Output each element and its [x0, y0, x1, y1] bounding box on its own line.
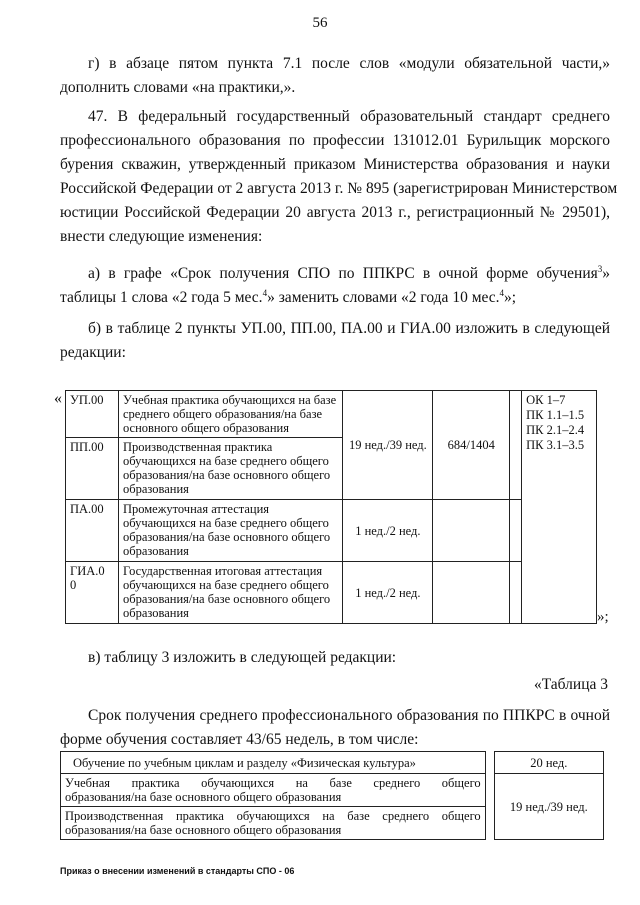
description-cell	[61, 774, 486, 807]
description-cell: Обучение по учебным циклам и разделу «Физическая культура»	[61, 752, 486, 774]
competency-item: ПК 2.1–2.4	[526, 423, 585, 437]
page-number: 56	[312, 15, 328, 31]
paragraph-line: Российской Федерации от 2 августа 2013 г. № 895 (зарегистрирован Министерством	[60, 180, 618, 197]
code-cell: ГИА.0 0	[66, 562, 119, 624]
paragraph-a	[60, 262, 610, 310]
description-cell: Учебная практика обучающихся на базе среднего общего образования/на базе основного общего образования	[118, 391, 343, 438]
text-segment: таблицы 1 слова «2 года 5 мес.	[60, 289, 263, 306]
table-row	[66, 391, 597, 438]
paragraph-line: внести следующие изменения:	[60, 228, 263, 245]
paragraph-g	[60, 52, 610, 100]
weeks-cell: 1 нед./2 нед.	[343, 500, 433, 562]
footnote-ref: 4	[262, 287, 268, 298]
paragraph-line: г) в абзаце пятом пункта 7.1 после слов «модули обязательной части,»	[88, 55, 610, 72]
hours-cell	[433, 562, 510, 624]
description-line: Учебная практика обучающихся на базе среднего общего	[65, 776, 481, 790]
paragraph-line	[60, 262, 610, 286]
paragraph-line: редакции:	[60, 344, 126, 361]
close-quote: »;	[597, 609, 609, 625]
spacer-cell	[485, 752, 494, 774]
paragraph-line: профессионального образования по профессии 131012.01 Бурильщик морского	[60, 132, 610, 149]
footer-note: Приказ о внесении изменений в стандарты СПО - 06	[60, 866, 295, 876]
competency-item: ПК 3.1–3.5	[526, 438, 585, 452]
code-cell: ПП.00	[66, 438, 119, 500]
competency-item: ОК 1–7	[526, 393, 566, 407]
value-cell: 20 нед.	[494, 752, 603, 774]
hours-cell	[433, 500, 510, 562]
table-row	[66, 562, 597, 624]
description-cell: Промежуточная аттестация обучающихся на базе среднего общего образования/на базе основного общего образования	[118, 500, 343, 562]
empty-cell	[510, 562, 522, 624]
paragraph-b	[60, 317, 610, 365]
value-cell: 19 нед./39 нед.	[494, 774, 603, 840]
table-row	[66, 500, 597, 562]
code-cell: УП.00	[66, 391, 119, 438]
text-segment: »	[602, 265, 610, 282]
table-row	[61, 774, 604, 807]
spacer-cell	[485, 774, 494, 840]
competencies-cell	[522, 391, 597, 624]
description-cell: Государственная итоговая аттестация обучающихся на базе среднего общего образования/на базе основного общего образования	[118, 562, 343, 624]
competency-item: ПК 1.1–1.5	[526, 408, 585, 422]
text-segment: » заменить словами «2 года 10 мес.	[267, 289, 500, 306]
description-cell: Производственная практика обучающихся на базе среднего общего образования/на базе основного общего образования	[118, 438, 343, 500]
duration-table	[60, 751, 604, 840]
code-cell: ПА.00	[66, 500, 119, 562]
hours-cell: 684/1404	[433, 391, 510, 500]
weeks-cell: 19 нед./39 нед.	[343, 391, 433, 500]
open-quote: «	[54, 390, 62, 407]
description-line: Производственная практика обучающихся на базе среднего общего	[65, 809, 481, 823]
empty-cell	[510, 500, 522, 562]
empty-cell	[510, 391, 522, 500]
practice-table	[65, 390, 597, 624]
paragraph-line: б) в таблице 2 пункты УП.00, ПП.00, ПА.00 и ГИА.00 изложить в следующей	[88, 320, 610, 337]
paragraph-line: форме обучения составляет 43/65 недель, в том числе:	[60, 731, 419, 748]
footnote-ref: 3	[597, 263, 603, 274]
paragraph-line: 47. В федеральный государственный образовательный стандарт среднего	[88, 108, 610, 125]
description-line: образования/на базе основного общего образования	[65, 790, 342, 804]
footnote-ref: 4	[499, 287, 505, 298]
paragraph-line: бурения скважин, утвержденный приказом Министерства образования и науки	[60, 156, 610, 173]
text-segment: »;	[504, 289, 517, 306]
description-line: образования/на базе основного общего образования	[65, 823, 342, 837]
paragraph-line	[60, 286, 610, 310]
table3-intro	[60, 704, 610, 752]
paragraph-47	[60, 105, 618, 249]
weeks-cell: 1 нед./2 нед.	[343, 562, 433, 624]
paragraph-line: дополнить словами «на практики,».	[60, 79, 296, 96]
paragraph-line: юстиции Российской Федерации 20 августа 2013 г., регистрационный № 29501),	[60, 204, 610, 221]
table-row	[61, 752, 604, 774]
paragraph-line: Срок получения среднего профессионального образования по ППКРС в очной	[88, 707, 610, 724]
paragraph-v: в) таблицу 3 изложить в следующей редакции:	[88, 649, 397, 666]
table3-label: «Таблица 3	[533, 676, 608, 693]
description-cell	[61, 807, 486, 840]
text-segment: а) в графе «Срок получения СПО по ППКРС в очной форме обучения	[88, 265, 598, 282]
